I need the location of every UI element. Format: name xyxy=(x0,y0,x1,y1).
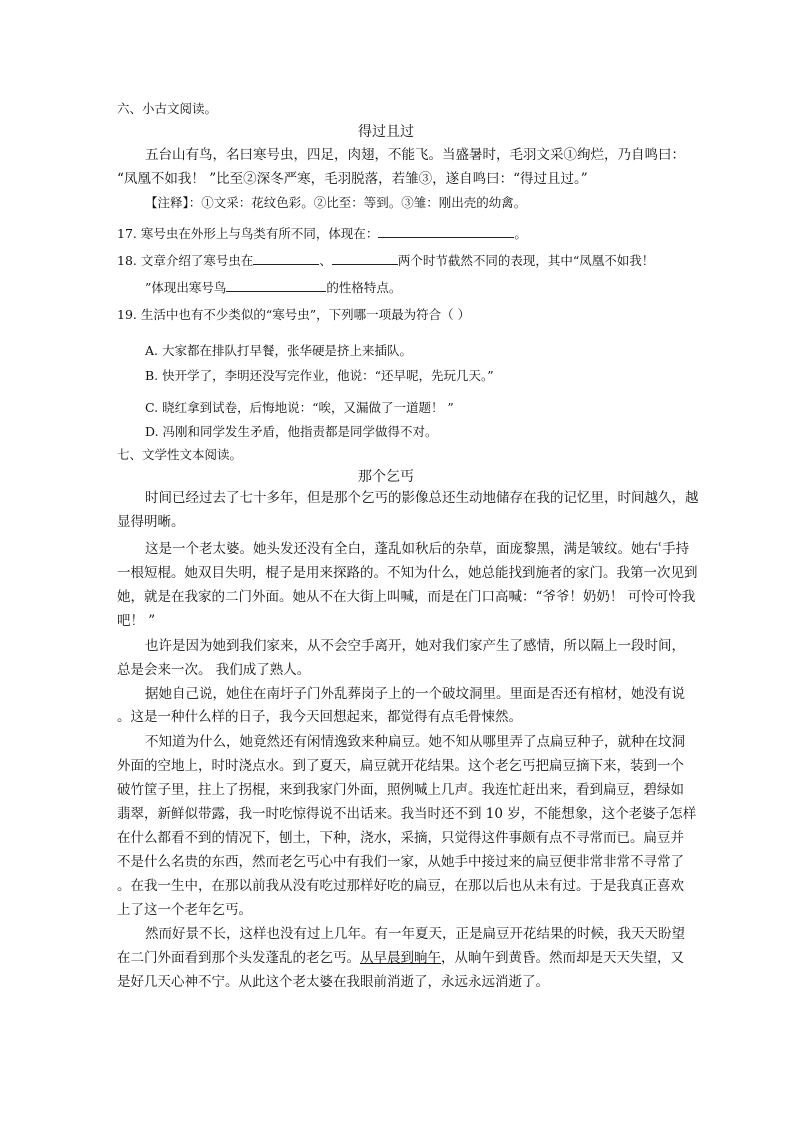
passage-text: ，从晌午到黄昏。然而却是天天失望，又 xyxy=(441,950,684,966)
answer-blank[interactable] xyxy=(253,252,319,265)
section6-heading: 六、小古文阅读。 xyxy=(117,101,218,116)
question-18 xyxy=(117,252,654,269)
passage-line: 翡翠，新鲜似带露，我一时吃惊得说不出话来。我当时还不到 10 岁，不能想象，这个老婆子怎样 xyxy=(117,806,697,822)
question-18-text: 18. 文章介绍了寒号虫在 xyxy=(117,253,254,268)
question-19: 19. 生活中也有不少类似的“寒号虫”，下列哪一项最为符合（ ） xyxy=(117,307,471,322)
answer-blank[interactable] xyxy=(226,279,326,292)
passage-line: 一根短棍。她双目失明，棍子是用来探路的。不知为什么，她总能找到施者的家门。我第一次见到 xyxy=(117,565,698,581)
passage-line: 。在我一生中，在那以前我从没有吃过那样好吃的扁豆，在那以后也从未有过。于是我真正喜欢 xyxy=(117,878,684,894)
question-18-text-3: ”体现出寒号鸟 xyxy=(145,280,227,295)
annotation-note: 【注释】：①文采：花纹色彩。②比至：等到。③雏：刚出壳的幼禽。 xyxy=(145,195,527,210)
passage-line xyxy=(117,950,684,966)
passage-line: 总是会来一次。 我们成了熟人。 xyxy=(117,662,311,678)
passage-line: 破竹筐子里，拄上了拐棍，来到我家门外面，照例喊上几声。我连忙赶出来，看到扁豆，碧绿如 xyxy=(117,782,684,798)
passage-line: 然而好景不长，这样也没有过上几年。有一年夏天，正是扁豆开花结果的时候，我天天盼望 xyxy=(145,926,685,942)
passage-line: 吧！ ” xyxy=(117,613,156,629)
passage-title-nageqigai: 那个乞丐 xyxy=(358,469,414,485)
passage-line: 时间已经过去了七十多年，但是那个乞丐的影像总还生动地储存在我的记忆里，时间越久，越 xyxy=(145,490,699,506)
underlined-phrase: 从早晨到晌午 xyxy=(360,950,441,966)
question-18-text-2: 两个时节截然不同的表现，其中“凤凰不如我！ xyxy=(397,253,655,268)
passage-text: 在二门外面看到那个头发蓬乱的老乞丐。 xyxy=(117,950,360,966)
passage-line: 在什么都看不到的情况下，刨土，下种，浇水，采摘，只觉得这件事颇有点不寻常而已。扁豆并 xyxy=(117,830,684,846)
passage-line: 据她自己说，她住在南圩子门外乱葬岗子上的一个破坟洞里。里面是否还有棺材，她没有说 xyxy=(145,686,685,702)
passage-line: 不是什么名贵的东西，然而老乞丐心中有我们一家，从她手中接过来的扁豆便非常非常不寻常了 xyxy=(117,854,684,870)
option-d: D. 冯刚和同学发生矛盾，他指责都是同学做得不对。 xyxy=(145,424,438,439)
option-c: C. 晓红拿到试卷，后悔地说：“唉，又漏做了一道题！ ” xyxy=(145,400,454,415)
question-18-text-4: 的性格特点。 xyxy=(326,280,402,295)
question-17-text: 17. 寒号虫在外形上与鸟类有所不同，体现在： xyxy=(117,226,379,241)
passage-line: 五台山有鸟，名曰寒号虫，四足，肉翅，不能飞。当盛暑时，毛羽文采①绚烂，乃自鸣曰： xyxy=(145,147,685,163)
passage-line: 。这是一种什么样的日子，我今天回想起来，都觉得有点毛骨悚然。 xyxy=(117,709,522,725)
passage-line: 显得明晰。 xyxy=(117,514,185,530)
question-18-cont xyxy=(145,279,401,296)
option-a: A. 大家都在排队打早餐，张华硬是挤上来插队。 xyxy=(145,343,412,358)
option-b: B. 快开学了，李明还没写完作业，他说：“还早呢，先玩几天。” xyxy=(145,368,494,383)
answer-blank[interactable] xyxy=(378,225,514,238)
passage-line: 是好几天心神不宁。从此这个老太婆在我眼前消逝了，永远永远消逝了。 xyxy=(117,974,549,990)
passage-line: 她，就是在我家的二门外面。她从不在大街上叫喊，而是在门口高喊：“爷爷！奶奶！ 可怜可怜我 xyxy=(117,589,696,605)
passage-line: 这是一个老太婆。她头发还没有全白，蓬乱如秋后的杂草，面庞黎黑，满是皱纹。她右ʿ手持 xyxy=(145,541,690,557)
passage-line: 上了这一个老年乞丐。 xyxy=(117,902,252,918)
section7-heading: 七、文学性文本阅读。 xyxy=(117,447,243,462)
passage-line: “凤凰不如我！ ”比至②深冬严寒，毛羽脱落，若雏③，遂自鸣曰：“得过且过。” xyxy=(117,171,588,187)
passage-line: 外面的空地上，时时浇点水。到了夏天，扁豆就开花结果。这个老乞丐把扁豆摘下来，装到一个 xyxy=(117,758,684,774)
passage-line: 不知道为什么，她竟然还有闲情逸致来种扁豆。她不知从哪里弄了点扁豆种子，就种在坟洞 xyxy=(145,734,685,750)
question-17-end: 。 xyxy=(514,226,527,241)
question-17 xyxy=(117,225,527,242)
question-18-sep: 、 xyxy=(319,253,332,268)
passage-title-deguoqieguo: 得过且过 xyxy=(358,124,414,140)
answer-blank[interactable] xyxy=(332,252,398,265)
passage-line: 也许是因为她到我们家来，从不会空手离开，她对我们家产生了感情，所以隔上一段时间， xyxy=(145,638,685,654)
